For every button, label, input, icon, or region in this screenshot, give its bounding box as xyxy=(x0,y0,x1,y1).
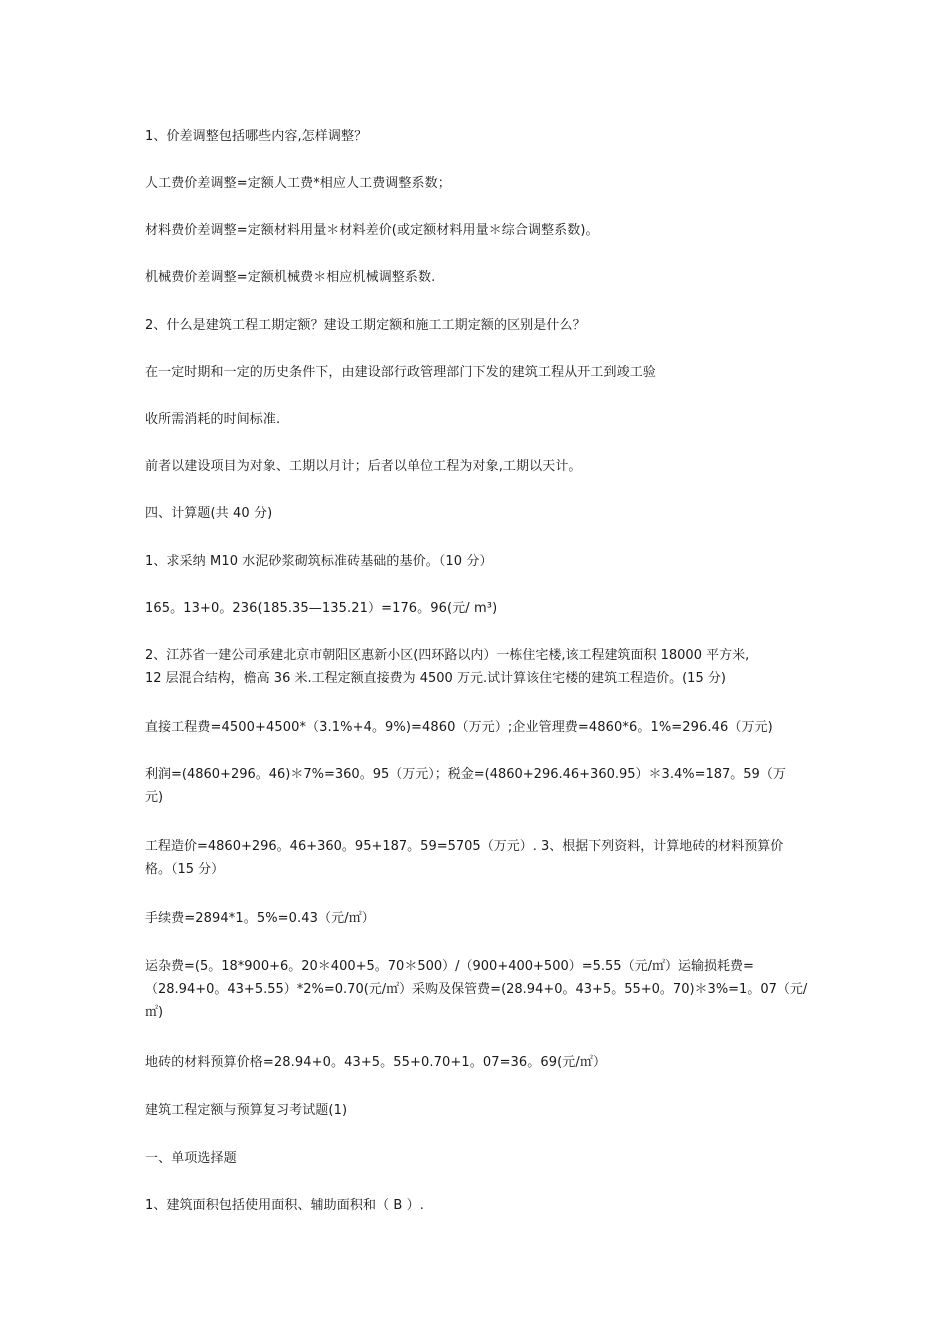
question-1-title: 1、价差调整包括哪些内容,怎样调整？ xyxy=(145,129,368,144)
calc-question-1-title: 1、求采纳 M10 水泥砂浆砌筑标准砖基础的基价。（10 分） xyxy=(145,554,493,569)
machinery-cost-adjustment: 机械费价差调整=定额机械费＊相应机械调整系数. xyxy=(145,270,436,285)
project-cost-line-1: 工程造价=4860+296。46+360。95+187。59=5705（万元）. 3、根据下列资料，计算地砖的材料预算价 xyxy=(145,839,784,854)
section-1-title: 一、单项选择题 xyxy=(145,1151,237,1166)
exam-title: 建筑工程定额与预算复习考试题(1) xyxy=(145,1103,348,1118)
question-2-title: 2、什么是建筑工程工期定额？建设工期定额和施工工期定额的区别是什么？ xyxy=(145,318,586,333)
construction-period-definition-line-2: 收所需消耗的时间标准. xyxy=(145,412,281,427)
construction-period-definition-line-1: 在一定时期和一定的历史条件下，由建设部行政管理部门下发的建筑工程从开工到竣工验 xyxy=(145,365,656,380)
material-cost-adjustment: 材料费价差调整=定额材料用量＊材料差价(或定额材料用量＊综合调整系数)。 xyxy=(145,223,599,238)
profit-tax-calculation xyxy=(145,763,810,809)
profit-tax-line-1: 利润=(4860+296。46)＊7%=360。95（万元）；税金=(4860+296.46+360.95）＊3.4%=187。59（万 xyxy=(145,767,786,782)
calc-question-2-text-line-2: 12 层混合结构，檐高 36 米.工程定额直接费为 4500 万元.试计算该住宅楼的建筑工程造价。(15 分) xyxy=(145,671,726,686)
direct-cost-calculation: 直接工程费=4500+4500*（3.1%+4。9%)=4860（万元）;企业管理费=4860*6。1%=296.46（万元) xyxy=(145,720,773,735)
profit-tax-line-2: 元) xyxy=(145,790,164,805)
freight-line-2: （28.94+0。43+5.55）*2%=0.70(元/㎡）采购及保管费=(28.94+0。43+5。55+0。70)＊3%=1。07（元/ xyxy=(145,982,808,997)
project-cost-calculation xyxy=(145,835,810,881)
labor-cost-adjustment: 人工费价差调整=定额人工费*相应人工费调整系数； xyxy=(145,176,451,191)
section-4-title: 四、计算题(共 40 分) xyxy=(145,506,273,521)
period-quota-difference: 前者以建设项目为对象、工期以月计；后者以单位工程为对象,工期以天计。 xyxy=(145,459,582,474)
freight-loss-storage-calculation xyxy=(145,955,810,1024)
handling-fee: 手续费=2894*1。5%=0.43（元/㎡） xyxy=(145,911,375,926)
single-choice-question-1: 1、建筑面积包括使用面积、辅助面积和（ B ）. xyxy=(145,1198,424,1213)
calc-question-2-text-line-1: 2、江苏省一建公司承建北京市朝阳区惠新小区(四环路以内）一栋住宅楼,该工程建筑面积 18000 平方米, xyxy=(145,648,750,663)
calc-question-1-answer: 165。13+0。236(185.35—135.21）=176。96(元/ m³) xyxy=(145,601,498,616)
freight-line-1: 运杂费=(5。18*900+6。20＊400+5。70＊500）/（900+400+500）=5.55（元/㎡）运输损耗费= xyxy=(145,959,754,974)
tile-budget-price: 地砖的材料预算价格=28.94+0。43+5。55+0.70+1。07=36。69(元/㎡） xyxy=(145,1055,607,1070)
calc-question-2-text xyxy=(145,644,810,690)
project-cost-line-2: 格。（15 分） xyxy=(145,862,225,877)
freight-line-3: ㎡) xyxy=(145,1005,164,1020)
